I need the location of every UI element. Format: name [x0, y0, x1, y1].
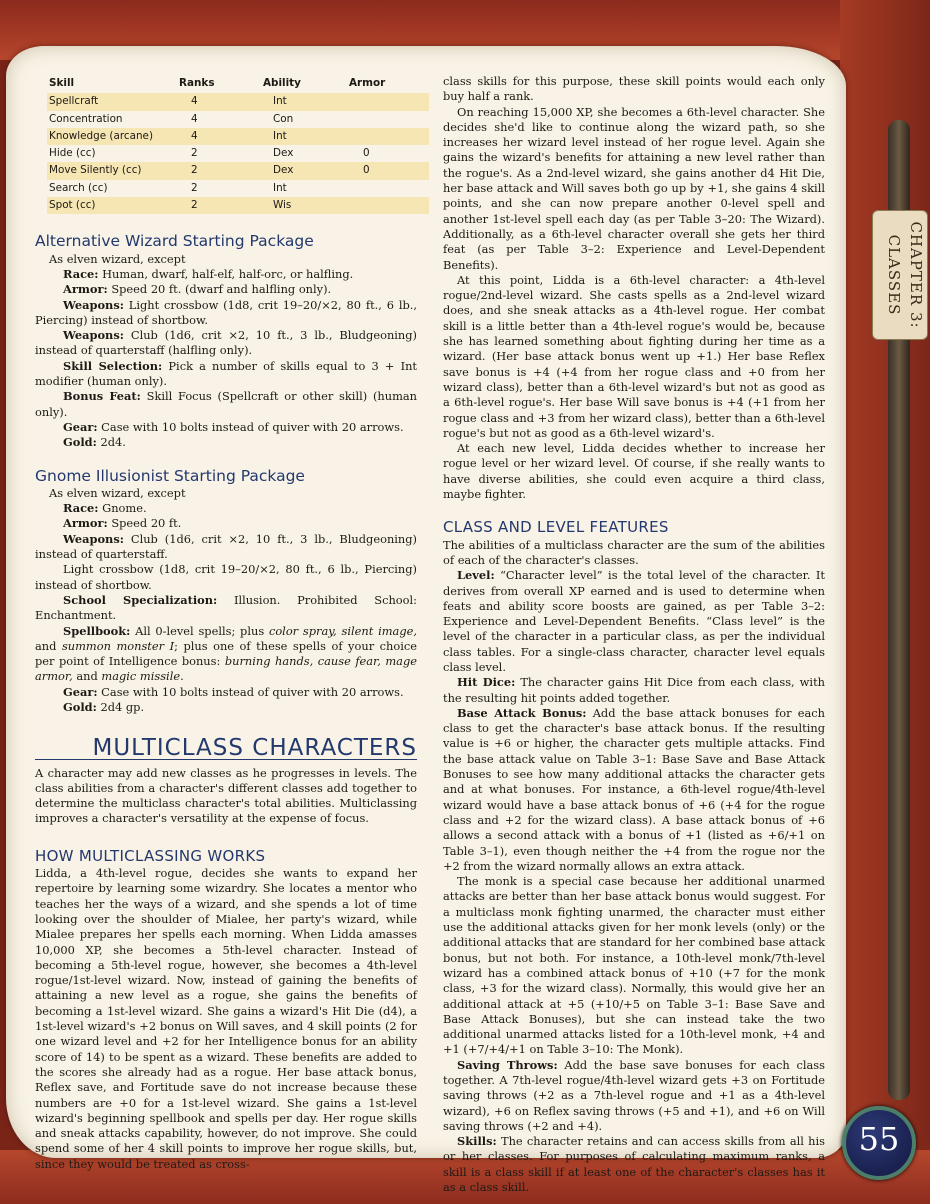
gnome-armor: Armor: Speed 20 ft. [63, 516, 182, 531]
right-para-1: On reaching 15,000 XP, she becomes a 6th-level character. She decides she'd like to continue along the wizard path, so she increases her wizard level instead of her rogue level. Again she gains the wizard's benefits for attaining a new level rather than the rogue's. As a 2nd-level wizard, she gains another d4 Hit Die, her base attack and Will saves both go up by +1, she gains 4 skill points, and she can now prepare another 0-level spell and another 1st-level spell each day (as per Table 3–20: The Wizard). Additionally, as a 6th-level character overall she gets her third feat (as per Table 3–2: Experience and Level-Dependent Benefits). [443, 104, 825, 272]
alt-wizard-heading: Alternative Wizard Starting Package [35, 232, 314, 251]
page-number-badge [842, 1106, 916, 1180]
chapter-tab-label: CHAPTER 3: CLASSES [885, 221, 925, 329]
table-row [47, 162, 429, 179]
gnome-weapons: Weapons: Club (1d6, crit ×2, 10 ft., 3 lb., Bludgeoning) instead of quarterstaff. [35, 531, 417, 562]
table-header: Skill [49, 77, 75, 89]
table-cell: 2 [177, 197, 261, 214]
alt-wizard-intro: As elven wizard, except [49, 251, 186, 266]
gnome-school: School Specialization: Illusion. Prohibited School: Enchantment. [35, 592, 417, 623]
features-level: Level: “Character level” is the total level of the character. It derives from overall XP earned and is used to determine when feats and ability score boosts are gained, as per Table 3–2: Experience and Level-Dependent Benefits. “Class level” is the level of the character in a particular class, as per the individual class tables. For a single-class character, character level equals class level. [443, 568, 825, 674]
alt-wizard-weapons: Weapons: Light crossbow (1d8, crit 19–20/×2, 80 ft., 6 lb., Piercing) instead of shortbow. [35, 297, 417, 327]
alt-wizard-weapons-2: Weapons: Club (1d6, crit ×2, 10 ft., 3 lb., Bludgeoning) instead of quarterstaff (halfling only). [35, 328, 417, 358]
gnome-heading: Gnome Illusionist Starting Package [35, 466, 305, 485]
gnome-gold: Gold: 2d4 gp. [63, 699, 145, 714]
table-cell [347, 180, 429, 197]
table-cell: 2 [177, 162, 261, 179]
table-cell: Int [261, 128, 347, 145]
table-cell: Move Silently (cc) [47, 162, 177, 179]
table-cell: Con [273, 112, 294, 125]
left-column [35, 74, 417, 1172]
skills-table [47, 74, 429, 214]
table-row [47, 128, 429, 145]
page-number: 55 [858, 1120, 900, 1158]
table-row [47, 197, 429, 214]
right-para-2: At this point, Lidda is a 6th-level character: a 4th-level rogue/2nd-level wizard. She casts spells as a 2nd-level wizard does, and she sneak attacks as a 4th-level rogue. Her combat skill is a little better than a 4th-level rogue's would be, because she has learned something about fighting during her time as a wizard. (Her base attack bonus went up +1.) Her base Reflex save bonus is +4 (+4 from her rogue class and +0 from her wizard class), better than a 6th-level wizard's but not as good as a 6th-level rogue's. Her base Will save bonus is +4 (+1 from her rogue class and +3 from her wizard class), better than a 6th-level rogue's but not as good as a 6th-level wizard's. [443, 272, 825, 440]
alt-wizard-feat: Bonus Feat: Skill Focus (Spellcraft or other skill) (human only). [35, 389, 417, 419]
gnome-intro: As elven wizard, except [49, 485, 186, 500]
table-row [47, 145, 429, 162]
how-multiclassing-heading: HOW MULTICLASSING WORKS [35, 846, 266, 865]
features-saving-throws: Saving Throws: Add the base save bonuses for each class together. A 7th-level rogue/4th-level wizard gets +3 on Fortitude saving throws (+2 as a 7th-level rogue and +1 as a 4th-level wizard), +6 on Reflex saving throws (+5 and +1), and +6 on Will saving throws (+2 and +4). [443, 1057, 825, 1133]
table-cell [347, 111, 429, 128]
how-multiclassing-text: Lidda, a 4th-level rogue, decides she wants to expand her repertoire by learning some wizardry. She locates a mentor who teaches her the ways of a wizard, and she spends a lot of time looking over the shoulder of Mialee, her party's wizard, while Mialee prepares her spells each morning. When Lidda amasses 10,000 XP, she becomes a 5th-level character. Instead of becoming a 5th-level rogue, however, she becomes a 4th-level rogue/1st-level wizard. Now, instead of gaining the benefits of attaining a new level as a rogue, she gains the benefits of becoming a 1st-level wizard. She gains a wizard's Hit Die (d4), a 1st-level wizard's +2 bonus on Will saves, and 4 skill points (2 for one wizard level and +2 for her Intelligence bonus for an ability score of 14) to be spent as a wizard. These benefits are added to the scores she already had as a rogue. Her base attack bonus, Reflex save, and Fortitude save do not increase because these numbers are +0 for a 1st-level wizard. She gains a 1st-level wizard's beginning spellbook and spells per day. Her rogue skills and sneak attacks capability, however, do not improve. She could spend some of her 4 skill points to improve her rogue skills, but, since they would be treated as cross- [35, 866, 417, 1171]
gnome-gear: Gear: Case with 10 bolts instead of quiver with 20 arrows. [63, 684, 404, 699]
features-intro: The abilities of a multiclass character are the sum of the abilities of each of the character's classes. [443, 537, 825, 567]
features-base-attack: Base Attack Bonus: Add the base attack bonuses for each class to get the character's base attack bonus. If the resulting value is +6 or higher, the character gets multiple attacks. Find the base attack value on Table 3–1: Base Save and Base Attack Bonuses to see how many additional attacks the character gets and at what bonuses. For instance, a 6th-level rogue/4th-level wizard would have a base attack bonus of +6 (+4 for the rogue class and +2 for the wizard class). A base attack bonus of +6 allows a second attack with a bonus of +1 (listed as +6/+1 on Table 3–1), even though neither the +4 from the rogue nor the +2 from the wizard normally allows an extra attack. [443, 705, 826, 873]
table-cell: Spot (cc) [47, 197, 177, 214]
table-header: Ability [263, 77, 301, 89]
table-cell: Concentration [49, 112, 123, 125]
table-cell: 0 [363, 147, 370, 160]
table-cell: 0 [347, 162, 429, 179]
table-cell: Dex [273, 147, 294, 160]
table-cell: Dex [261, 162, 347, 179]
right-para-3: At each new level, Lidda decides whether to increase her rogue level or her wizard level. Of course, if she really wants to have diverse abilities, she could even acquire a third class, maybe fighter. [443, 441, 825, 502]
features-skills: Skills: The character retains and can access skills from all his or her classes. For purposes of calculating maximum ranks, a skill is a class skill if at least one of the character's classes has it as a class skill. [443, 1134, 825, 1195]
table-cell [347, 93, 429, 110]
table-cell: Int [261, 93, 347, 110]
table-cell: 2 [191, 181, 198, 194]
table-cell: 4 [177, 128, 261, 145]
table-header: Armor [349, 77, 386, 89]
table-header: Ranks [179, 77, 215, 89]
table-row [47, 180, 429, 197]
gnome-race: Race: Gnome. [63, 501, 147, 516]
alt-wizard-gear: Gear: Case with 10 bolts instead of quiver with 20 arrows. [63, 419, 404, 434]
table-cell: Spellcraft [47, 93, 177, 110]
table-cell: Knowledge (arcane) [47, 128, 177, 145]
table-cell [347, 197, 429, 214]
table-cell [347, 128, 429, 145]
table-cell: Wis [261, 197, 347, 214]
table-cell: 4 [177, 93, 261, 110]
table-cell: Search (cc) [49, 181, 108, 194]
table-cell: Int [273, 181, 287, 194]
gnome-crossbow: Light crossbow (1d8, crit 19–20/×2, 80 ft., 6 lb., Piercing) instead of shortbow. [35, 562, 417, 592]
right-column [443, 74, 825, 1195]
right-para-0: class skills for this purpose, these skill points would each only buy half a rank. [443, 74, 825, 104]
right-border [840, 0, 930, 1204]
features-monk: The monk is a special case because her additional unarmed attacks are better than her base attack bonus would suggest. For a multiclass monk fighting unarmed, the character must either use the additional attacks given for her monk levels (only) or the additional attacks that are standard for her combined base attack bonus, but not both. For instance, a 10th-level monk/7th-level wizard has a combined attack bonus of +10 (+7 for the monk class, +3 for the wizard class). Normally, this would give her an additional attack at +5 (+10/+5 on Table 3–1: Base Save and Base Attack Bonuses), but she can instead take the two additional unarmed attacks listed for a 10th-level monk, +4 and +1 (+7/+4/+1 on Table 3–10: The Monk). [443, 874, 825, 1057]
table-cell: Hide (cc) [49, 147, 96, 160]
multiclass-heading: MULTICLASS CHARACTERS [35, 741, 417, 759]
alt-wizard-gold: Gold: 2d4. [63, 435, 126, 450]
table-row [47, 93, 429, 110]
alt-wizard-skill: Skill Selection: Pick a number of skills equal to 3 + Int modifier (human only). [35, 358, 417, 389]
alt-wizard-race: Race: Human, dwarf, half-elf, half-orc, or halfling. [63, 266, 354, 281]
class-level-features-heading: CLASS AND LEVEL FEATURES [443, 518, 669, 537]
gnome-spellbook: Spellbook: All 0-level spells; plus color spray, silent image, and summon monster I; plus one of these spells of your choice per point of Intelligence bonus: burning hands, cause fear, mage armor, and magic missile. [35, 623, 417, 684]
multiclass-intro: A character may add new classes as he progresses in levels. The class abilities from a character's different classes add together to determine the multiclass character's total abilities. Multiclassing improves a character's versatility at the expense of focus. [35, 765, 417, 826]
features-hit-dice: Hit Dice: The character gains Hit Dice from each class, with the resulting hit points added together. [443, 675, 825, 705]
table-cell: 4 [191, 112, 198, 125]
table-header-row [47, 74, 429, 93]
chapter-tab [872, 210, 928, 340]
alt-wizard-armor: Armor: Speed 20 ft. (dwarf and halfling only). [63, 282, 332, 297]
table-cell: 2 [191, 147, 198, 160]
table-row [47, 111, 429, 128]
